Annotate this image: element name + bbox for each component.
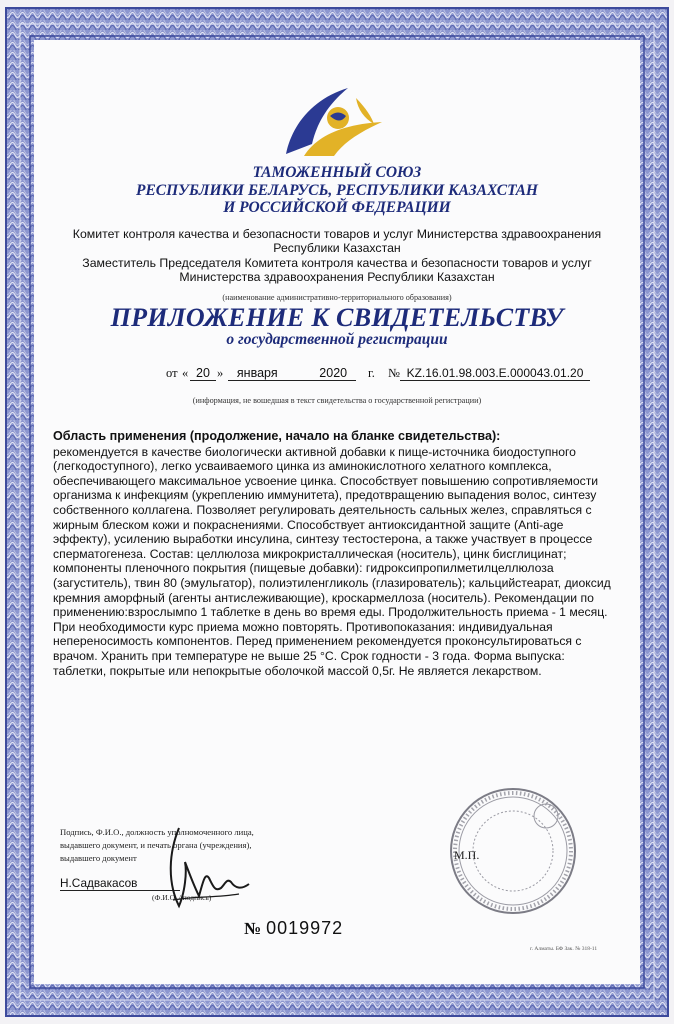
header-line-2: РЕСПУБЛИКИ БЕЛАРУСЬ, РЕСПУБЛИКИ КАЗАХСТАН bbox=[135, 182, 538, 199]
scope-line: таблетки, покрытые или непокрытые оболочкой массой 0,5г. Не является лекарством. bbox=[53, 663, 542, 678]
document-title: ПРИЛОЖЕНИЕ К СВИДЕТЕЛЬСТВУ bbox=[110, 303, 564, 332]
date-prefix: от bbox=[166, 366, 178, 380]
scope-heading: Область применения (продолжение, начало на бланке свидетельства): bbox=[53, 429, 501, 443]
document-subtitle: о государственной регистрации bbox=[226, 331, 448, 348]
serial-number bbox=[244, 918, 343, 939]
committee-line-3: Заместитель Председателя Комитета контроля качества и безопасности товаров и услуг bbox=[82, 256, 592, 270]
signatory-name: Н.Садвакасов bbox=[60, 876, 138, 890]
serial-value: 0019972 bbox=[266, 918, 344, 938]
committee-line-2: Республики Казахстан bbox=[273, 241, 401, 255]
date-number-sign: № bbox=[388, 366, 400, 380]
committee-line-1: Комитет контроля качества и безопасности товаров и услуг Министерства здравоохранения bbox=[72, 227, 602, 241]
scope-line: жирным блеском кожи и покраснениями. Способствует антиоксидантной защите (Anti-age bbox=[53, 517, 564, 532]
signature-caption-line-1: Подпись, Ф.И.О., должность уполномоченного лица, bbox=[60, 827, 254, 837]
serial-sign: № bbox=[244, 919, 263, 938]
signature-caption-line-2: выдавшего документ, и печать органа (учреждения), bbox=[60, 840, 252, 850]
customs-union-logo-icon bbox=[282, 84, 392, 160]
scope-line: (легкодоступного), легко усваиваемого цинка из аминокислотного хелатного комплекса, bbox=[53, 459, 552, 474]
date-year-suffix: г. bbox=[368, 366, 375, 380]
scope-line: организма к инфекциям (укреплению иммунитета), предотвращению выпадения волос, синтезу bbox=[53, 488, 597, 503]
scope-section bbox=[53, 429, 623, 678]
scope-line: При необходимости курс приема можно повторять. Противопоказания: индивидуальная bbox=[53, 619, 553, 634]
date-close-quote: » bbox=[217, 366, 224, 380]
registration-number: KZ.16.01.98.003.E.000043.01.20 bbox=[400, 366, 590, 381]
fio-note: (Ф.И.О. / подпись) bbox=[152, 893, 212, 902]
date-year: 2020 bbox=[319, 366, 348, 380]
scope-line: рекомендуется в качестве биологически активной добавки к пище-источника биодоступного bbox=[53, 444, 576, 459]
admin-note: (наименование административно-территориального образования) bbox=[222, 293, 452, 302]
committee-line-4: Министерства здравоохранения Республики Казахстан bbox=[179, 270, 495, 284]
scope-line: компоненты пленочного покрытия (пищевые добавки): гидроксипропилметилцеллюлоза bbox=[53, 561, 554, 576]
header-line-1: ТАМОЖЕННЫЙ СОЮЗ bbox=[252, 164, 422, 181]
scope-line: применению:взрослымпо 1 таблетке в день во время еды. Продолжительность приема - 1 месяц. bbox=[53, 605, 608, 620]
date-line bbox=[60, 366, 620, 386]
date-day: 20 bbox=[190, 366, 216, 381]
signature-caption-line-3: выдавшего документ bbox=[60, 853, 137, 863]
scope-line: непереносимость компонентов. Перед применением рекомендуется проконсультироваться с bbox=[53, 634, 582, 649]
print-note: г. Алматы. БФ Зак. № 318-11 bbox=[530, 946, 598, 952]
scope-line: врачом. Хранить при температуре не выше 25 °С. Срок годности - 3 года. Форма выпуска: bbox=[53, 648, 565, 663]
scope-line: эффекту), усилению выработки инсулина, синтезу тестостерона, а также участвует в процессе bbox=[53, 532, 593, 547]
date-month-year bbox=[228, 366, 356, 381]
handwritten-signature-icon bbox=[165, 822, 255, 912]
scope-line: собственного коллагена. Позволяет регулировать деятельность сальных желез, справляться с bbox=[53, 502, 592, 517]
info-note: (информация, не вошедшая в текст свидетельства о государственной регистрации) bbox=[192, 396, 482, 405]
date-month: января bbox=[236, 366, 278, 380]
scope-line: обеспечивающего максимальное усвоение цинка. Способствует повышению сопротивляемости bbox=[53, 473, 599, 488]
date-open-quote: « bbox=[182, 366, 189, 380]
scope-line: (загуститель), твин 80 (эмульгатор), полиэтиленгликоль (глазирователь); кальцийстеарат, диоксид bbox=[53, 575, 611, 590]
header-line-3: И РОССИЙСКОЙ ФЕДЕРАЦИИ bbox=[223, 199, 451, 216]
scope-line: кремния аморфный (агенты антислеживающие), кроскармеллоза (носитель). Рекомендации по bbox=[53, 590, 594, 605]
signatory-underline bbox=[60, 890, 180, 891]
stamp-label: М.П. bbox=[454, 848, 480, 862]
scope-line: сперматогенеза. Состав: целлюлоза микрокристаллическая (носитель), цинк бисглицинат; bbox=[53, 546, 567, 561]
